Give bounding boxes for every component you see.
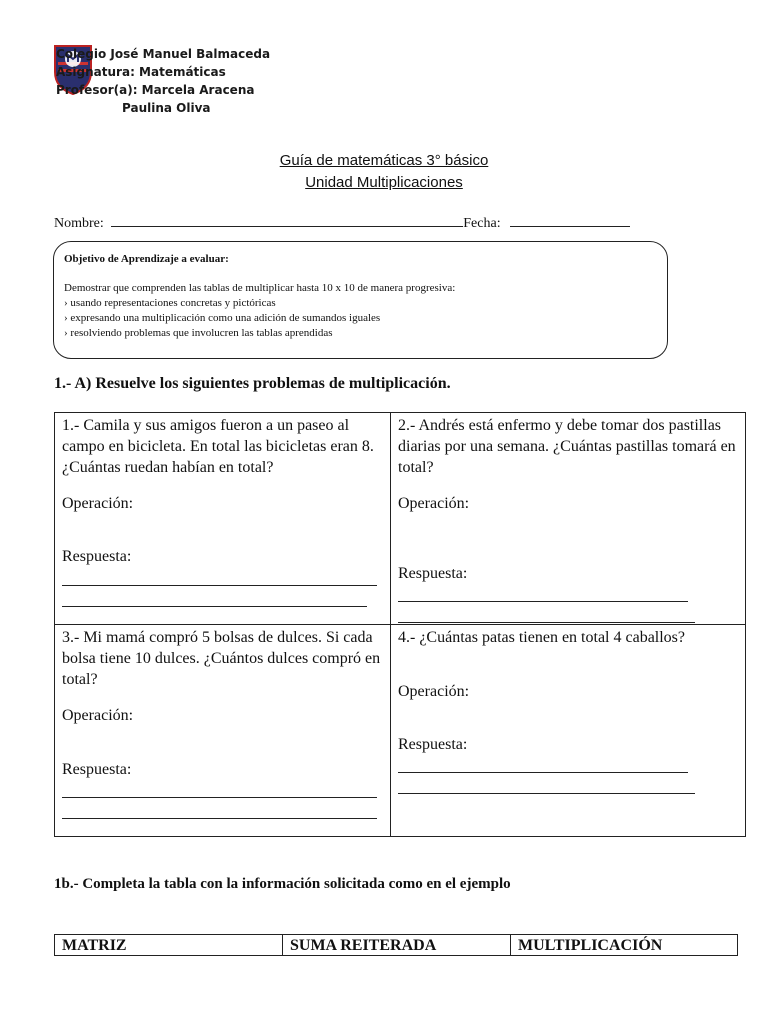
answer-label: Respuesta: — [62, 548, 132, 565]
problem-text: 2.- Andrés está enfermo y debe tomar dos pastillas diarias por una semana. ¿Cuántas pastillas tomará en total? — [398, 417, 736, 476]
date-label: Fecha: — [463, 216, 501, 231]
answer-label: Respuesta: — [62, 761, 132, 778]
name-label: Nombre: — [54, 216, 104, 231]
objective-box — [53, 241, 668, 359]
problem-cell-2 — [391, 413, 745, 624]
answer-line[interactable] — [398, 772, 688, 773]
objective-item: › usando representaciones concretas y pictóricas — [64, 297, 276, 309]
problem-text: 3.- Mi mamá compró 5 bolsas de dulces. Si cada bolsa tiene 10 dulces. ¿Cuántos dulces compró en total? — [62, 629, 381, 688]
answer-line[interactable] — [62, 797, 377, 798]
answer-label: Respuesta: — [398, 565, 468, 582]
objective-item: › expresando una multiplicación como una adición de sumandos iguales — [64, 312, 381, 324]
operation-label: Operación: — [398, 683, 470, 700]
operation-label: Operación: — [398, 495, 470, 512]
school-name: Colegio José Manuel Balmaceda — [56, 47, 271, 61]
operation-label: Operación: — [62, 495, 134, 512]
header-info — [56, 45, 270, 117]
answer-line[interactable] — [398, 601, 688, 602]
objective-item: › resolviendo problemas que involucren las tablas aprendidas — [64, 327, 333, 339]
subject-line: Asignatura: Matemáticas — [56, 65, 226, 79]
completion-table-header — [54, 934, 738, 956]
problem-text: 4.- ¿Cuántas patas tienen en total 4 caballos? — [398, 629, 686, 646]
problem-text: 1.- Camila y sus amigos fueron a un paseo al campo en bicicleta. En total las bicicletas eran 8. ¿Cuántas ruedan habían en total? — [62, 417, 374, 476]
column-multiplicacion: MULTIPLICACIÓN — [518, 937, 663, 954]
teacher-line: Profesor(a): Marcela Aracena — [56, 83, 255, 97]
problem-cell-3 — [55, 625, 390, 836]
name-field[interactable] — [111, 214, 463, 227]
page-subtitle: Unidad Multiplicaciones — [305, 174, 463, 191]
name-date-row — [54, 214, 630, 232]
objective-heading: Objetivo de Aprendizaje a evaluar: — [64, 253, 229, 265]
section-1-title: 1.- A) Resuelve los siguientes problemas de multiplicación. — [54, 375, 451, 392]
problem-cell-4 — [391, 625, 745, 836]
page-title: Guía de matemáticas 3° básico — [279, 152, 489, 169]
problems-grid — [54, 412, 746, 837]
teacher-line-2: Paulina Oliva — [122, 101, 211, 115]
answer-label: Respuesta: — [398, 736, 468, 753]
objective-intro: Demostrar que comprenden las tablas de multiplicar hasta 10 x 10 de manera progresiva: — [64, 282, 456, 294]
operation-label: Operación: — [62, 707, 134, 724]
answer-line[interactable] — [398, 622, 695, 623]
answer-line[interactable] — [62, 606, 367, 607]
problem-cell-1 — [55, 413, 390, 624]
answer-line[interactable] — [62, 818, 377, 819]
column-suma-reiterada: SUMA REITERADA — [283, 935, 511, 955]
date-field[interactable] — [510, 214, 630, 227]
section-1b-title: 1b.- Completa la tabla con la información solicitada como en el ejemplo — [54, 876, 511, 892]
column-matriz: MATRIZ — [55, 935, 283, 955]
answer-line[interactable] — [62, 585, 377, 586]
answer-line[interactable] — [398, 793, 695, 794]
